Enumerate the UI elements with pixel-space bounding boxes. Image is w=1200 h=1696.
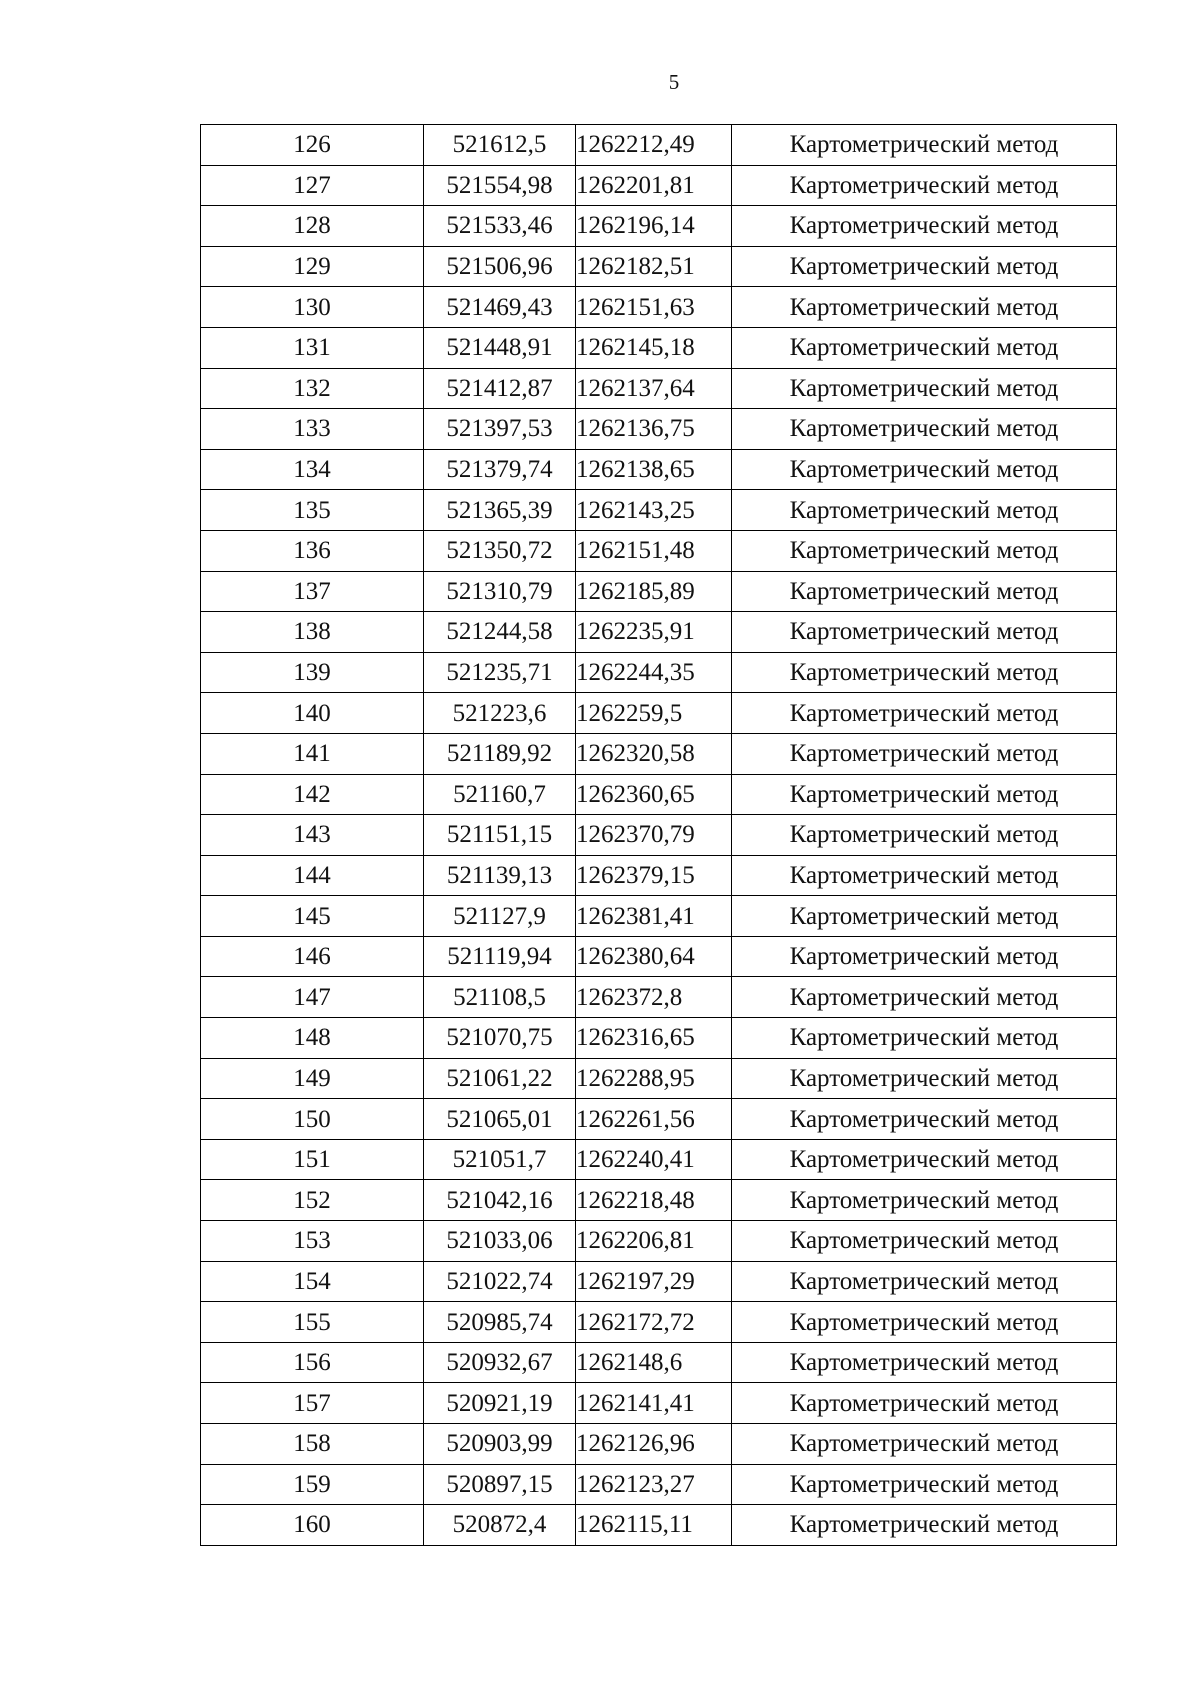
x-coordinate-cell: 521051,7 [424, 1139, 576, 1180]
table-row [201, 571, 1117, 612]
method-cell: Картометрический метод [732, 571, 1117, 612]
x-coordinate-cell: 520921,19 [424, 1383, 576, 1424]
point-number-cell: 151 [201, 1139, 424, 1180]
y-coordinate-cell: 1262218,48 [576, 1180, 732, 1221]
y-coordinate-cell: 1262172,72 [576, 1302, 732, 1343]
y-coordinate-cell: 1262244,35 [576, 652, 732, 693]
table-row [201, 1383, 1117, 1424]
x-coordinate-cell: 521397,53 [424, 409, 576, 450]
table-row [201, 1139, 1117, 1180]
point-number-cell: 126 [201, 125, 424, 166]
y-coordinate-cell: 1262379,15 [576, 855, 732, 896]
point-number-cell: 146 [201, 936, 424, 977]
y-coordinate-cell: 1262137,64 [576, 368, 732, 409]
table-row [201, 246, 1117, 287]
table-row [201, 1505, 1117, 1546]
x-coordinate-cell: 521139,13 [424, 855, 576, 896]
method-cell: Картометрический метод [732, 1383, 1117, 1424]
point-number-cell: 131 [201, 327, 424, 368]
method-cell: Картометрический метод [732, 693, 1117, 734]
y-coordinate-cell: 1262206,81 [576, 1221, 732, 1262]
y-coordinate-cell: 1262141,41 [576, 1383, 732, 1424]
method-cell: Картометрический метод [732, 1099, 1117, 1140]
point-number-cell: 136 [201, 530, 424, 571]
x-coordinate-cell: 520897,15 [424, 1464, 576, 1505]
x-coordinate-cell: 521244,58 [424, 612, 576, 653]
point-number-cell: 134 [201, 449, 424, 490]
method-cell: Картометрический метод [732, 530, 1117, 571]
x-coordinate-cell: 520985,74 [424, 1302, 576, 1343]
x-coordinate-cell: 521033,06 [424, 1221, 576, 1262]
method-cell: Картометрический метод [732, 1342, 1117, 1383]
x-coordinate-cell: 521554,98 [424, 165, 576, 206]
y-coordinate-cell: 1262370,79 [576, 815, 732, 856]
x-coordinate-cell: 520932,67 [424, 1342, 576, 1383]
x-coordinate-cell: 521350,72 [424, 530, 576, 571]
point-number-cell: 127 [201, 165, 424, 206]
y-coordinate-cell: 1262320,58 [576, 733, 732, 774]
method-cell: Картометрический метод [732, 1221, 1117, 1262]
point-number-cell: 130 [201, 287, 424, 328]
table-row [201, 936, 1117, 977]
method-cell: Картометрический метод [732, 1139, 1117, 1180]
method-cell: Картометрический метод [732, 1505, 1117, 1546]
x-coordinate-cell: 521612,5 [424, 125, 576, 166]
table-row [201, 530, 1117, 571]
table-row [201, 1464, 1117, 1505]
point-number-cell: 150 [201, 1099, 424, 1140]
table-row [201, 125, 1117, 166]
method-cell: Картометрический метод [732, 165, 1117, 206]
table-row [201, 287, 1117, 328]
y-coordinate-cell: 1262145,18 [576, 327, 732, 368]
method-cell: Картометрический метод [732, 206, 1117, 247]
y-coordinate-cell: 1262316,65 [576, 1018, 732, 1059]
table-row [201, 206, 1117, 247]
point-number-cell: 143 [201, 815, 424, 856]
y-coordinate-cell: 1262380,64 [576, 936, 732, 977]
method-cell: Картометрический метод [732, 977, 1117, 1018]
method-cell: Картометрический метод [732, 125, 1117, 166]
y-coordinate-cell: 1262201,81 [576, 165, 732, 206]
x-coordinate-cell: 521412,87 [424, 368, 576, 409]
method-cell: Картометрический метод [732, 815, 1117, 856]
x-coordinate-cell: 521235,71 [424, 652, 576, 693]
y-coordinate-cell: 1262138,65 [576, 449, 732, 490]
table-row [201, 693, 1117, 734]
point-number-cell: 160 [201, 1505, 424, 1546]
y-coordinate-cell: 1262197,29 [576, 1261, 732, 1302]
page-number: 5 [668, 70, 680, 94]
point-number-cell: 138 [201, 612, 424, 653]
method-cell: Картометрический метод [732, 1261, 1117, 1302]
x-coordinate-cell: 520903,99 [424, 1424, 576, 1465]
method-cell: Картометрический метод [732, 1464, 1117, 1505]
method-cell: Картометрический метод [732, 287, 1117, 328]
y-coordinate-cell: 1262212,49 [576, 125, 732, 166]
table-row [201, 1261, 1117, 1302]
table-row [201, 165, 1117, 206]
point-number-cell: 128 [201, 206, 424, 247]
y-coordinate-cell: 1262185,89 [576, 571, 732, 612]
y-coordinate-cell: 1262136,75 [576, 409, 732, 450]
table-row [201, 449, 1117, 490]
y-coordinate-cell: 1262123,27 [576, 1464, 732, 1505]
point-number-cell: 153 [201, 1221, 424, 1262]
method-cell: Картометрический метод [732, 490, 1117, 531]
y-coordinate-cell: 1262196,14 [576, 206, 732, 247]
x-coordinate-cell: 521310,79 [424, 571, 576, 612]
y-coordinate-cell: 1262126,96 [576, 1424, 732, 1465]
y-coordinate-cell: 1262182,51 [576, 246, 732, 287]
table-row [201, 490, 1117, 531]
y-coordinate-cell: 1262240,41 [576, 1139, 732, 1180]
x-coordinate-cell: 521189,92 [424, 733, 576, 774]
x-coordinate-cell: 521160,7 [424, 774, 576, 815]
y-coordinate-cell: 1262288,95 [576, 1058, 732, 1099]
point-number-cell: 137 [201, 571, 424, 612]
method-cell: Картометрический метод [732, 1018, 1117, 1059]
point-number-cell: 159 [201, 1464, 424, 1505]
point-number-cell: 142 [201, 774, 424, 815]
table-row [201, 733, 1117, 774]
point-number-cell: 144 [201, 855, 424, 896]
point-number-cell: 140 [201, 693, 424, 734]
point-number-cell: 133 [201, 409, 424, 450]
point-number-cell: 148 [201, 1018, 424, 1059]
table-row [201, 1180, 1117, 1221]
table-row [201, 612, 1117, 653]
y-coordinate-cell: 1262261,56 [576, 1099, 732, 1140]
y-coordinate-cell: 1262148,6 [576, 1342, 732, 1383]
point-number-cell: 147 [201, 977, 424, 1018]
method-cell: Картометрический метод [732, 936, 1117, 977]
table-row [201, 1424, 1117, 1465]
y-coordinate-cell: 1262259,5 [576, 693, 732, 734]
method-cell: Картометрический метод [732, 855, 1117, 896]
table-row [201, 815, 1117, 856]
method-cell: Картометрический метод [732, 327, 1117, 368]
method-cell: Картометрический метод [732, 409, 1117, 450]
x-coordinate-cell: 521022,74 [424, 1261, 576, 1302]
x-coordinate-cell: 521108,5 [424, 977, 576, 1018]
table-row [201, 1018, 1117, 1059]
method-cell: Картометрический метод [732, 1424, 1117, 1465]
table-row [201, 896, 1117, 937]
x-coordinate-cell: 521070,75 [424, 1018, 576, 1059]
x-coordinate-cell: 521061,22 [424, 1058, 576, 1099]
method-cell: Картометрический метод [732, 896, 1117, 937]
method-cell: Картометрический метод [732, 246, 1117, 287]
x-coordinate-cell: 521448,91 [424, 327, 576, 368]
method-cell: Картометрический метод [732, 368, 1117, 409]
point-number-cell: 132 [201, 368, 424, 409]
method-cell: Картометрический метод [732, 1302, 1117, 1343]
x-coordinate-cell: 521042,16 [424, 1180, 576, 1221]
coordinates-table [200, 124, 1117, 1546]
point-number-cell: 141 [201, 733, 424, 774]
table-row [201, 1302, 1117, 1343]
method-cell: Картометрический метод [732, 733, 1117, 774]
y-coordinate-cell: 1262143,25 [576, 490, 732, 531]
x-coordinate-cell: 521065,01 [424, 1099, 576, 1140]
point-number-cell: 155 [201, 1302, 424, 1343]
x-coordinate-cell: 521151,15 [424, 815, 576, 856]
method-cell: Картометрический метод [732, 1058, 1117, 1099]
x-coordinate-cell: 521223,6 [424, 693, 576, 734]
table-row [201, 409, 1117, 450]
x-coordinate-cell: 521127,9 [424, 896, 576, 937]
y-coordinate-cell: 1262381,41 [576, 896, 732, 937]
y-coordinate-cell: 1262115,11 [576, 1505, 732, 1546]
table-row [201, 368, 1117, 409]
x-coordinate-cell: 521119,94 [424, 936, 576, 977]
point-number-cell: 152 [201, 1180, 424, 1221]
point-number-cell: 135 [201, 490, 424, 531]
table-row [201, 1058, 1117, 1099]
method-cell: Картометрический метод [732, 449, 1117, 490]
table-row [201, 774, 1117, 815]
table-row [201, 652, 1117, 693]
x-coordinate-cell: 521469,43 [424, 287, 576, 328]
coordinates-table-body [201, 125, 1117, 1546]
point-number-cell: 139 [201, 652, 424, 693]
table-row [201, 977, 1117, 1018]
point-number-cell: 145 [201, 896, 424, 937]
table-row [201, 855, 1117, 896]
point-number-cell: 149 [201, 1058, 424, 1099]
method-cell: Картометрический метод [732, 612, 1117, 653]
table-row [201, 1342, 1117, 1383]
x-coordinate-cell: 521365,39 [424, 490, 576, 531]
point-number-cell: 158 [201, 1424, 424, 1465]
x-coordinate-cell: 521533,46 [424, 206, 576, 247]
table-row [201, 1221, 1117, 1262]
point-number-cell: 154 [201, 1261, 424, 1302]
table-row [201, 1099, 1117, 1140]
method-cell: Картометрический метод [732, 774, 1117, 815]
point-number-cell: 129 [201, 246, 424, 287]
y-coordinate-cell: 1262372,8 [576, 977, 732, 1018]
table-row [201, 327, 1117, 368]
y-coordinate-cell: 1262360,65 [576, 774, 732, 815]
point-number-cell: 156 [201, 1342, 424, 1383]
x-coordinate-cell: 520872,4 [424, 1505, 576, 1546]
method-cell: Картометрический метод [732, 652, 1117, 693]
x-coordinate-cell: 521379,74 [424, 449, 576, 490]
method-cell: Картометрический метод [732, 1180, 1117, 1221]
point-number-cell: 157 [201, 1383, 424, 1424]
y-coordinate-cell: 1262151,48 [576, 530, 732, 571]
y-coordinate-cell: 1262235,91 [576, 612, 732, 653]
y-coordinate-cell: 1262151,63 [576, 287, 732, 328]
x-coordinate-cell: 521506,96 [424, 246, 576, 287]
